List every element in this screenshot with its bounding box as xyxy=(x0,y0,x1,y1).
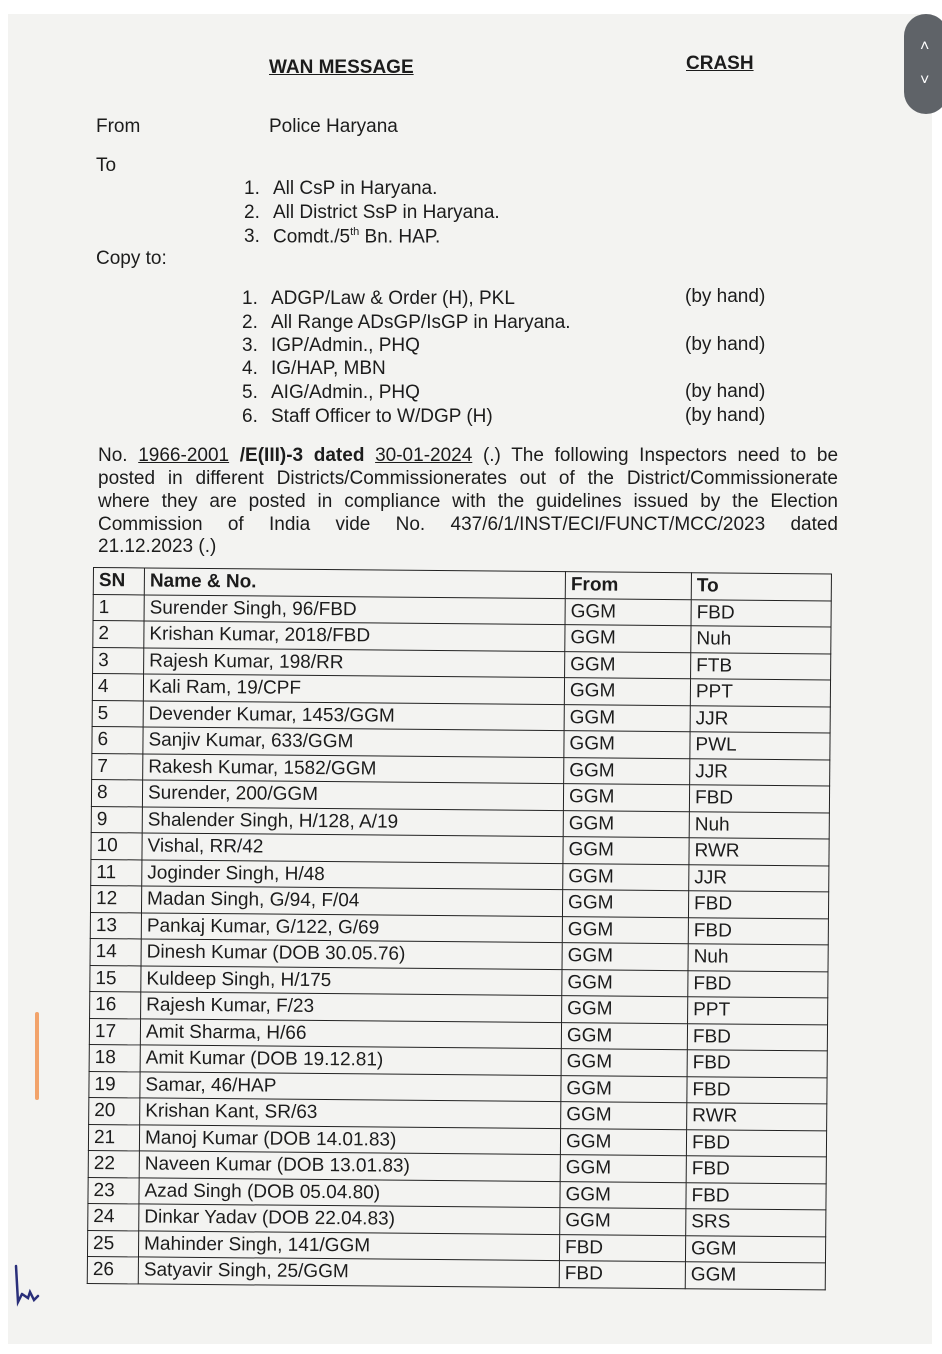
cell-from: GGM xyxy=(562,996,688,1024)
cell-name: Naveen Kumar (DOB 13.01.83) xyxy=(139,1151,560,1181)
message-body-line1: No. 1966-2001 /E(III)-3 dated 30-01-2024 (.) The following Inspectors need to be xyxy=(98,445,839,466)
cell-to: FBD xyxy=(688,917,828,945)
copy-to-label: Copy to: xyxy=(96,248,167,269)
handwritten-tick-mark xyxy=(8,1262,48,1312)
cell-to: RWR xyxy=(689,838,829,866)
cell-sn: 19 xyxy=(89,1071,140,1098)
cell-name: Manoj Kumar (DOB 14.01.83) xyxy=(139,1124,560,1154)
cell-name: Amit Sharma, H/66 xyxy=(140,1018,561,1048)
cell-name: Dinkar Yadav (DOB 22.04.83) xyxy=(139,1204,560,1234)
cell-sn: 22 xyxy=(88,1150,139,1177)
chevron-up-icon[interactable]: ˄ xyxy=(920,38,930,55)
cell-sn: 9 xyxy=(91,806,142,833)
cell-name: Rajesh Kumar, 198/RR xyxy=(144,647,565,677)
to-item-text: All CsP in Haryana. xyxy=(273,178,438,199)
cell-to: FBD xyxy=(687,1076,827,1104)
cell-to: PPT xyxy=(688,997,828,1025)
to-label: To xyxy=(96,155,117,176)
cell-to: SRS xyxy=(686,1209,826,1237)
cell-name: Devender Kumar, 1453/GGM xyxy=(143,700,564,730)
cell-name: Joginder Singh, H/48 xyxy=(142,859,563,889)
copy-item-number: 4. xyxy=(242,358,258,379)
cell-name: Dinesh Kumar (DOB 30.05.76) xyxy=(141,939,562,969)
cell-to: FBD xyxy=(691,599,831,627)
cell-from: GGM xyxy=(560,1208,686,1236)
cell-sn: 21 xyxy=(88,1124,139,1151)
cell-from: GGM xyxy=(562,916,688,944)
copy-item-text: Staff Officer to W/DGP (H) xyxy=(271,406,493,427)
cell-sn: 13 xyxy=(90,912,141,939)
cell-name: Samar, 46/HAP xyxy=(140,1071,561,1101)
margin-highlight-mark xyxy=(35,1012,39,1100)
cell-to: FBD xyxy=(688,891,828,919)
to-item-text: All District SsP in Haryana. xyxy=(273,202,500,223)
cell-to: FBD xyxy=(688,970,828,998)
cell-from: GGM xyxy=(565,625,691,653)
copy-item-number: 2. xyxy=(242,312,258,333)
copy-item-text: AIG/Admin., PHQ xyxy=(271,382,420,403)
from-value: Police Haryana xyxy=(269,116,398,137)
cell-sn: 16 xyxy=(90,991,141,1018)
cell-from: GGM xyxy=(565,598,691,626)
cell-from: GGM xyxy=(562,969,688,997)
cell-to: FBD xyxy=(687,1050,827,1078)
page-scroll-control[interactable] xyxy=(904,14,942,114)
to-item-number: 3. xyxy=(244,226,260,247)
cell-to: JJR xyxy=(690,705,830,733)
cell-sn: 24 xyxy=(88,1203,139,1230)
cell-name: Surender, 200/GGM xyxy=(142,780,563,810)
copy-item-number: 3. xyxy=(242,335,258,356)
copy-item-note: (by hand) xyxy=(685,334,766,355)
transfer-table xyxy=(87,567,832,1290)
cell-sn: 7 xyxy=(92,753,143,780)
header-to: To xyxy=(691,573,831,601)
copy-item-text: All Range ADsGP/IsGP in Haryana. xyxy=(271,312,571,333)
cell-name: Surender Singh, 96/FBD xyxy=(144,594,565,624)
cell-sn: 26 xyxy=(87,1256,138,1283)
cell-name: Rajesh Kumar, F/23 xyxy=(141,992,562,1022)
cell-to: JJR xyxy=(690,758,830,786)
cell-to: GGM xyxy=(685,1235,825,1263)
cell-to: FBD xyxy=(687,1023,827,1051)
cell-name: Shalender Singh, H/128, A/19 xyxy=(142,806,563,836)
cell-to: Nuh xyxy=(691,626,831,654)
to-item-text: Comdt./5th Bn. HAP. xyxy=(273,226,441,248)
cell-from: GGM xyxy=(563,837,689,865)
cell-from: GGM xyxy=(561,1075,687,1103)
cell-from: GGM xyxy=(560,1181,686,1209)
cell-from: GGM xyxy=(560,1155,686,1183)
cell-from: GGM xyxy=(562,943,688,971)
cell-name: Pankaj Kumar, G/122, G/69 xyxy=(141,912,562,942)
copy-item-text: IG/HAP, MBN xyxy=(271,358,386,379)
cell-from: GGM xyxy=(561,1049,687,1077)
cell-from: GGM xyxy=(561,1022,687,1050)
cell-name: Madan Singh, G/94, F/04 xyxy=(141,886,562,916)
cell-sn: 10 xyxy=(91,832,142,859)
cell-from: GGM xyxy=(564,731,690,759)
cell-sn: 15 xyxy=(90,965,141,992)
copy-item-number: 5. xyxy=(242,382,258,403)
cell-name: Sanjiv Kumar, 633/GGM xyxy=(143,727,564,757)
cell-from: FBD xyxy=(559,1234,685,1262)
header-sn: SN xyxy=(93,568,144,595)
cell-from: GGM xyxy=(560,1128,686,1156)
cell-sn: 5 xyxy=(92,700,143,727)
cell-sn: 3 xyxy=(93,647,144,674)
cell-to: JJR xyxy=(689,864,829,892)
cell-to: FBD xyxy=(689,785,829,813)
cell-name: Krishan Kumar, 2018/FBD xyxy=(144,621,565,651)
cell-to: GGM xyxy=(685,1262,825,1290)
cell-to: RWR xyxy=(687,1103,827,1131)
cell-sn: 14 xyxy=(90,938,141,965)
cell-name: Mahinder Singh, 141/GGM xyxy=(138,1230,559,1260)
copy-item-note: (by hand) xyxy=(685,286,766,307)
message-body-line5: 21.12.2023 (.) xyxy=(98,536,217,557)
cell-name: Kali Ram, 19/CPF xyxy=(143,674,564,704)
cell-sn: 17 xyxy=(89,1018,140,1045)
cell-name: Satyavir Singh, 25/GGM xyxy=(138,1257,559,1287)
to-item-number: 1. xyxy=(244,178,260,199)
cell-from: GGM xyxy=(564,757,690,785)
copy-item-text: ADGP/Law & Order (H), PKL xyxy=(271,288,515,309)
copy-item-number: 1. xyxy=(242,288,258,309)
message-body-line2: posted in different Districts/Commissionerates out of the District/Commissionerate xyxy=(98,468,838,489)
cell-to: FBD xyxy=(686,1156,826,1184)
message-body-line4: Commission of India vide No. 437/6/1/INST/ECI/FUNCT/MCC/2023 dated xyxy=(98,514,838,535)
cell-sn: 4 xyxy=(92,674,143,701)
header-from: From xyxy=(565,572,691,600)
copy-item-note: (by hand) xyxy=(685,381,766,402)
cell-from: FBD xyxy=(559,1261,685,1289)
header-name: Name & No. xyxy=(144,568,565,598)
copy-item-number: 6. xyxy=(242,406,258,427)
message-body-line3: where they are posted in compliance with the guidelines issued by the Election xyxy=(98,491,838,512)
cell-name: Kuldeep Singh, H/175 xyxy=(141,965,562,995)
cell-from: GGM xyxy=(565,651,691,679)
cell-from: GGM xyxy=(561,1102,687,1130)
cell-to: PPT xyxy=(690,679,830,707)
cell-name: Rakesh Kumar, 1582/GGM xyxy=(143,753,564,783)
cell-sn: 20 xyxy=(89,1097,140,1124)
message-title: WAN MESSAGE xyxy=(269,57,414,78)
priority-label: CRASH xyxy=(686,53,754,74)
cell-sn: 12 xyxy=(90,885,141,912)
cell-sn: 1 xyxy=(93,594,144,621)
copy-item-text: IGP/Admin., PHQ xyxy=(271,335,420,356)
cell-sn: 11 xyxy=(91,859,142,886)
cell-sn: 18 xyxy=(89,1044,140,1071)
cell-sn: 25 xyxy=(87,1230,138,1257)
cell-from: GGM xyxy=(564,678,690,706)
cell-from: GGM xyxy=(563,863,689,891)
cell-sn: 6 xyxy=(92,726,143,753)
cell-from: GGM xyxy=(563,810,689,838)
chevron-down-icon[interactable]: ˅ xyxy=(920,72,930,89)
cell-to: PWL xyxy=(690,732,830,760)
cell-sn: 23 xyxy=(88,1177,139,1204)
cell-sn: 2 xyxy=(93,621,144,648)
cell-to: FBD xyxy=(686,1182,826,1210)
cell-to: FBD xyxy=(686,1129,826,1157)
from-label: From xyxy=(96,116,141,137)
cell-name: Vishal, RR/42 xyxy=(142,833,563,863)
cell-from: GGM xyxy=(563,784,689,812)
cell-to: Nuh xyxy=(688,944,828,972)
cell-to: Nuh xyxy=(689,811,829,839)
cell-name: Azad Singh (DOB 05.04.80) xyxy=(139,1177,560,1207)
to-item-number: 2. xyxy=(244,202,260,223)
cell-name: Krishan Kant, SR/63 xyxy=(140,1098,561,1128)
cell-name: Amit Kumar (DOB 19.12.81) xyxy=(140,1045,561,1075)
cell-sn: 8 xyxy=(91,779,142,806)
cell-to: FTB xyxy=(691,652,831,680)
table-body xyxy=(87,594,831,1289)
cell-from: GGM xyxy=(562,890,688,918)
copy-item-note: (by hand) xyxy=(685,405,766,426)
cell-from: GGM xyxy=(564,704,690,732)
